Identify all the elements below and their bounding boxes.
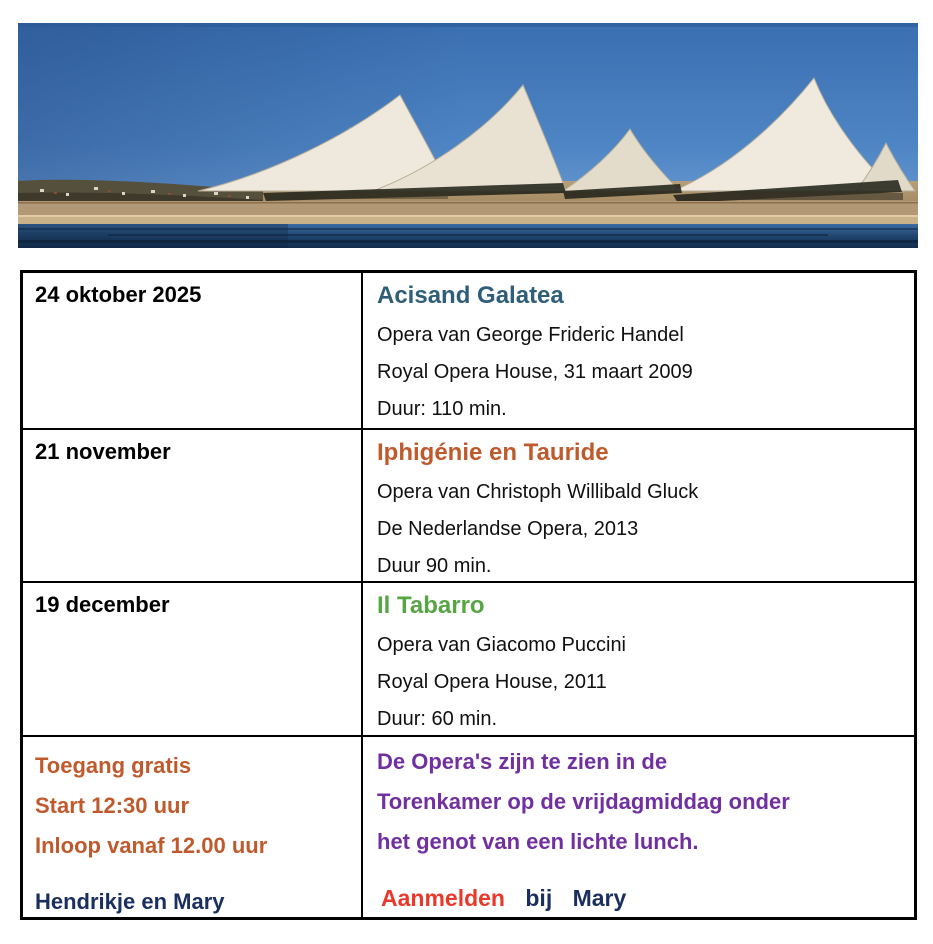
admission-cell (23, 735, 363, 917)
event-cell (363, 273, 914, 428)
date-cell (23, 273, 363, 428)
event-cell (363, 428, 914, 581)
signup-line (377, 885, 900, 912)
signup-action: Aanmelden (381, 885, 505, 911)
opera-detail-line: Duur: 110 min. (377, 398, 507, 420)
opera-detail-line: Opera van George Frideric Handel (377, 324, 684, 346)
opera-title: Il Tabarro (377, 592, 485, 619)
event-date: 19 december (35, 592, 170, 617)
info-cell (363, 735, 914, 917)
podium-windows-right (708, 193, 903, 200)
opera-detail-line: Duur: 60 min. (377, 708, 498, 730)
admission-line: Toegang gratis (35, 753, 192, 778)
signature: Hendrikje en Mary (35, 889, 225, 914)
opera-detail-line: Duur 90 min. (377, 555, 492, 577)
opera-detail-line: Opera van Christoph Willibald Gluck (377, 481, 699, 503)
opera-detail-line: Opera van Giacomo Puccini (377, 634, 627, 656)
opera-house-photo (18, 23, 918, 248)
admission-line: Inloop vanaf 12.00 uur (35, 833, 268, 858)
water-dark-left (18, 224, 288, 248)
info-paragraph-line: het genot van een lichte lunch. (377, 829, 699, 854)
event-date: 21 november (35, 439, 171, 464)
event-date: 24 oktober 2025 (35, 282, 202, 307)
seawall-highlight (18, 215, 918, 217)
podium-windows-left (318, 193, 448, 199)
admission-line: Start 12:30 uur (35, 793, 190, 818)
signup-middle: bij (525, 885, 553, 911)
opera-title: Acisand Galatea (377, 282, 564, 309)
info-paragraph-line: De Opera's zijn te zien in de (377, 749, 668, 774)
opera-detail-line: Royal Opera House, 2011 (377, 671, 607, 693)
event-cell (363, 581, 914, 735)
opera-detail-line: Royal Opera House, 31 maart 2009 (377, 361, 693, 383)
date-cell (23, 428, 363, 581)
opera-title: Iphigénie en Tauride (377, 439, 609, 466)
signup-name: Mary (572, 885, 627, 911)
info-paragraph-line: Torenkamer op de vrijdagmiddag onder (377, 789, 790, 814)
wall-seam (18, 202, 918, 204)
opera-schedule-table (20, 270, 917, 920)
photo-top-edge (18, 23, 918, 27)
date-cell (23, 581, 363, 735)
opera-detail-line: De Nederlandse Opera, 2013 (377, 518, 639, 540)
